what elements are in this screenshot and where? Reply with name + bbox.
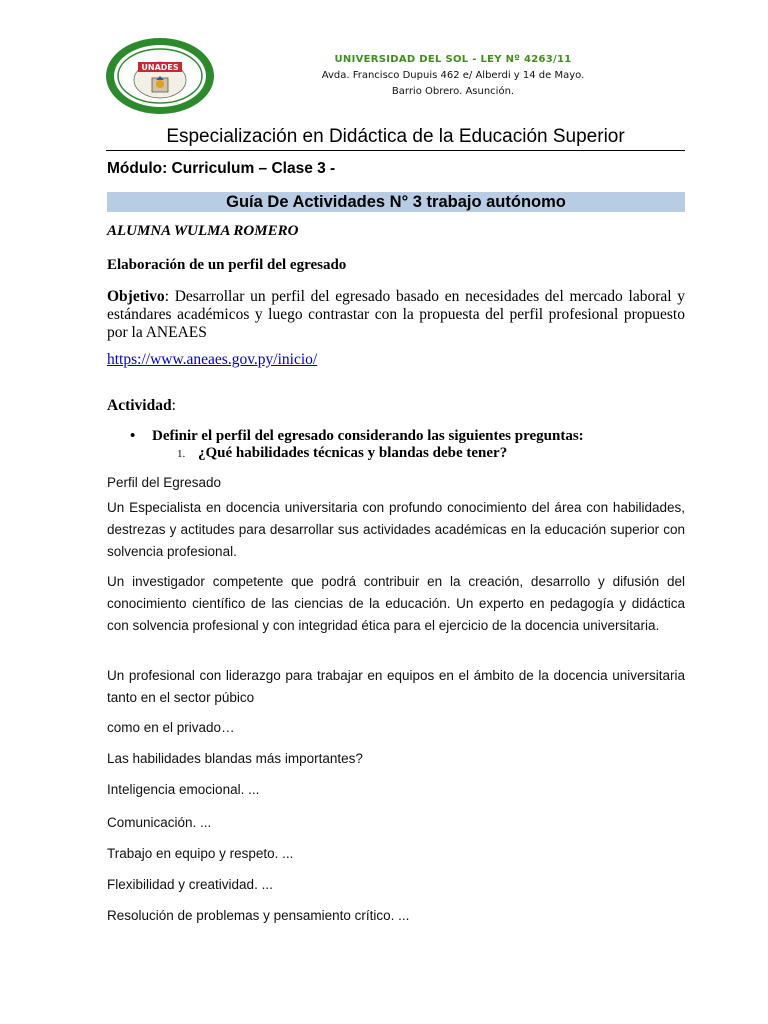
profile-paragraph-4: como en el privado… — [107, 720, 235, 735]
profile-paragraph-2: Un investigador competente que podrá contribuir en la creación, desarrollo y difusión del conocimiento científico de las ciencias de la educación. Un experto en pedagogía y didáctica con solvencia profesional y con integridad ética para el ejercicio de la docencia universitaria. — [107, 574, 685, 633]
student-name: ALUMNA WULMA ROMERO — [107, 223, 299, 239]
question-number: 1. — [177, 448, 186, 460]
soft-skills-question: Las habilidades blandas más importantes? — [107, 751, 363, 766]
elaboration-heading: Elaboración de un perfil del egresado — [107, 257, 347, 273]
skill-item: Comunicación. ... — [107, 815, 212, 830]
address-line-2: Barrio Obrero. Asunción. — [391, 86, 515, 97]
guide-title-banner: Guía De Actividades N° 3 trabajo autónomo — [107, 192, 685, 212]
address-line-1: Avda. Francisco Dupuis 462 e/ Alberdi y 14 de Mayo. — [321, 70, 585, 81]
skill-item: Resolución de problemas y pensamiento crítico. ... — [107, 908, 410, 923]
bullet-dot-icon: • — [130, 428, 136, 444]
module-heading: Módulo: Curriculum – Clase 3 - — [107, 160, 336, 177]
activity-heading — [107, 397, 176, 415]
skill-item: Inteligencia emocional. ... — [107, 782, 260, 797]
skill-item: Flexibilidad y creatividad. ... — [107, 877, 273, 892]
profile-paragraph-1: Un Especialista en docencia universitaria con profundo conocimiento del área con habilidades, destrezas y actitudes para desarrollar sus actividades académicas en la educación superior con solvencia profesional. — [107, 500, 685, 559]
svg-text:UNADES: UNADES — [141, 63, 179, 72]
university-name: UNIVERSIDAD DEL SOL - LEY Nº 4263/11 — [334, 54, 572, 65]
activity-colon: : — [171, 397, 176, 414]
bullet-item — [130, 428, 584, 445]
question-item — [177, 445, 507, 462]
objective-paragraph — [107, 288, 685, 342]
activity-label: Actividad — [107, 397, 172, 414]
aneaes-link[interactable]: https://www.aneaes.gov.py/inicio/ — [107, 351, 318, 368]
objective-label: Objetivo — [107, 288, 165, 305]
document-title: Especialización en Didáctica de la Educación Superior — [106, 126, 685, 151]
question-text: ¿Qué habilidades técnicas y blandas debe tener? — [198, 445, 508, 461]
profile-paragraph-3: Un profesional con liderazgo para trabajar en equipos en el ámbito de la docencia universitaria tanto en el sector púbico — [107, 668, 685, 705]
university-header — [290, 52, 616, 100]
bullet-text: Definir el perfil del egresado considerando las siguientes preguntas: — [152, 428, 584, 444]
university-seal-logo — [104, 36, 216, 116]
profile-heading: Perfil del Egresado — [107, 475, 222, 490]
skill-item: Trabajo en equipo y respeto. ... — [107, 846, 294, 861]
objective-text: : Desarrollar un perfil del egresado basado en necesidades del mercado laboral y estándares académicos y luego contrastar con la propuesta del perfil profesional propuesto por la ANEAES — [107, 288, 685, 341]
